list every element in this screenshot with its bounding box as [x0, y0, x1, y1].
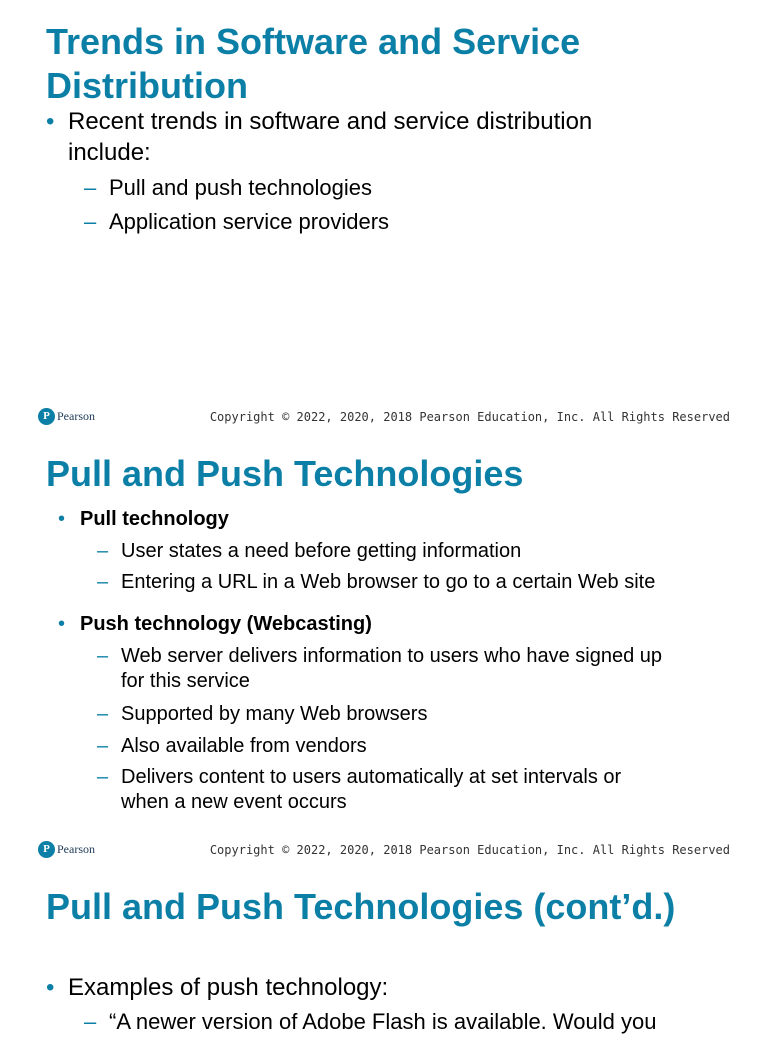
slide-title: Pull and Push Technologies (cont’d.) — [46, 886, 676, 927]
title-line-2: Distribution — [46, 65, 248, 106]
slide-footer — [0, 837, 768, 861]
sub-item-text: Supported by many Web browsers — [121, 703, 428, 725]
bullet-text-line-2: include: — [68, 139, 151, 166]
slide-pull-push-contd — [0, 866, 768, 1034]
sub-item-line-2: when a new event occurs — [121, 791, 347, 813]
sub-item-text: Entering a URL in a Web browser to go to a certain Web site — [121, 571, 656, 593]
dash-mark: – — [84, 1009, 97, 1034]
bullet-heading: Pull technology — [80, 508, 229, 530]
sub-item-text: Pull and push technologies — [109, 175, 372, 200]
pearson-logo-icon: P — [38, 841, 55, 858]
pearson-logo-text: Pearson — [57, 842, 95, 856]
bullet-dot: • — [58, 613, 66, 635]
sub-item-text — [121, 765, 621, 815]
sub-item-line-2: for this service — [121, 670, 250, 692]
slide-trends — [0, 0, 768, 433]
dash-mark: – — [97, 735, 109, 757]
copyright-notice: Copyright © 2022, 2020, 2018 Pearson Education, Inc. All Rights Reserved — [209, 410, 730, 424]
sub-item-text — [121, 644, 662, 694]
sub-item-line-1: Delivers content to users automatically at set intervals or — [121, 766, 622, 788]
slide-title — [46, 20, 580, 108]
dash-mark: – — [97, 645, 109, 667]
sub-item-text: User states a need before getting information — [121, 540, 522, 562]
bullet-dot: • — [46, 974, 55, 1001]
bullet-heading: Push technology (Webcasting) — [80, 613, 372, 635]
bullet-dot: • — [58, 508, 66, 530]
bullet-dot: • — [46, 108, 55, 135]
slide-footer — [0, 404, 768, 428]
copyright-notice: Copyright © 2022, 2020, 2018 Pearson Education, Inc. All Rights Reserved — [209, 843, 730, 857]
bullet-text — [68, 106, 592, 168]
dash-mark: – — [97, 540, 109, 562]
dash-mark: – — [97, 766, 109, 788]
dash-mark: – — [97, 571, 109, 593]
sub-item-text: Also available from vendors — [121, 735, 367, 757]
sub-item-text: Application service providers — [109, 209, 390, 234]
sub-item-text: “A newer version of Adobe Flash is available. Would you — [109, 1009, 657, 1034]
bullet-text: Examples of push technology: — [68, 974, 389, 1001]
pearson-logo-text: Pearson — [57, 409, 95, 423]
dash-mark: – — [84, 175, 97, 200]
dash-mark: – — [84, 209, 97, 234]
bullet-text-line-1: Recent trends in software and service distribution — [68, 108, 593, 135]
title-line-1: Trends in Software and Service — [46, 21, 581, 62]
slide-title: Pull and Push Technologies — [46, 453, 524, 494]
pearson-logo-icon: P — [38, 408, 55, 425]
sub-item-line-1: Web server delivers information to users who have signed up — [121, 645, 663, 667]
slide-pull-push — [0, 433, 768, 866]
dash-mark: – — [97, 703, 109, 725]
